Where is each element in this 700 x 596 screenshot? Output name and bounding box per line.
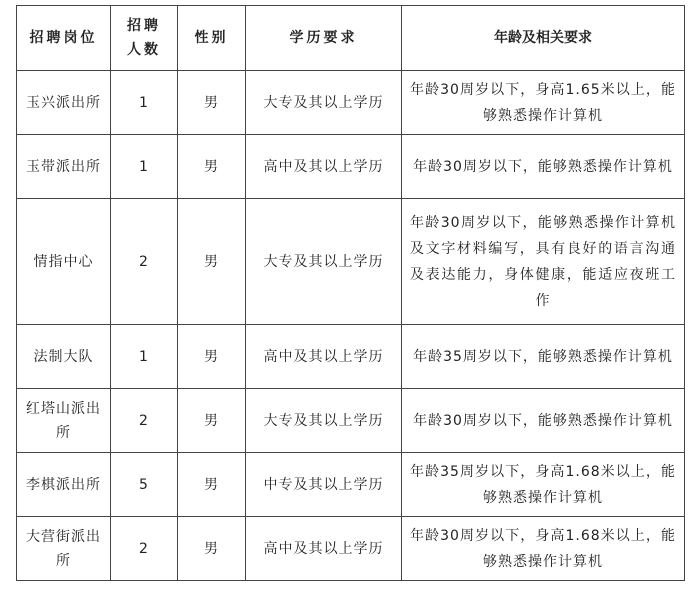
education-cell: 中专及其以上学历 [246, 453, 402, 517]
requirements-cell: 年龄30周岁以下，能够熟悉操作计算机 [402, 389, 685, 453]
position-cell: 李棋派出所 [17, 453, 111, 517]
gender-cell: 男 [178, 517, 246, 581]
education-cell: 高中及其以上学历 [246, 135, 402, 199]
education-cell: 大专及其以上学历 [246, 199, 402, 325]
header-row [17, 6, 685, 71]
gender-cell: 男 [178, 453, 246, 517]
count-cell: 1 [111, 135, 178, 199]
table-row [17, 325, 685, 389]
table-row [17, 71, 685, 135]
table-row [17, 199, 685, 325]
requirements-cell: 年龄30周岁以下，能够熟悉操作计算机及文字材料编写，具有良好的语言沟通及表达能力，身体健康，能适应夜班工作 [402, 199, 685, 325]
position-cell: 红塔山派出所 [17, 389, 111, 453]
requirements-cell: 年龄35周岁以下，身高1.68米以上，能够熟悉操作计算机 [402, 453, 685, 517]
gender-cell: 男 [178, 199, 246, 325]
count-cell: 2 [111, 517, 178, 581]
table-row [17, 389, 685, 453]
position-cell: 情指中心 [17, 199, 111, 325]
header-position: 招聘岗位 [17, 6, 111, 71]
gender-cell: 男 [178, 389, 246, 453]
position-cell: 法制大队 [17, 325, 111, 389]
education-cell: 高中及其以上学历 [246, 325, 402, 389]
table-row [17, 453, 685, 517]
count-cell: 1 [111, 325, 178, 389]
recruitment-table-container [16, 5, 685, 581]
education-cell: 大专及其以上学历 [246, 389, 402, 453]
header-gender: 性别 [178, 6, 246, 71]
count-cell: 1 [111, 71, 178, 135]
header-count [111, 6, 178, 71]
education-cell: 大专及其以上学历 [246, 71, 402, 135]
header-count-text: 招聘人数 [127, 18, 161, 58]
header-requirements: 年龄及相关要求 [402, 6, 685, 71]
count-cell: 2 [111, 199, 178, 325]
gender-cell: 男 [178, 325, 246, 389]
position-cell: 玉兴派出所 [17, 71, 111, 135]
position-cell: 玉带派出所 [17, 135, 111, 199]
count-cell: 5 [111, 453, 178, 517]
gender-cell: 男 [178, 135, 246, 199]
requirements-cell: 年龄35周岁以下，能够熟悉操作计算机 [402, 325, 685, 389]
requirements-cell: 年龄30周岁以下，身高1.65米以上，能够熟悉操作计算机 [402, 71, 685, 135]
requirements-cell: 年龄30周岁以下，能够熟悉操作计算机 [402, 135, 685, 199]
recruitment-table [16, 5, 685, 581]
requirements-cell: 年龄30周岁以下，身高1.68米以上，能够熟悉操作计算机 [402, 517, 685, 581]
count-cell: 2 [111, 389, 178, 453]
gender-cell: 男 [178, 71, 246, 135]
position-cell: 大营街派出所 [17, 517, 111, 581]
table-row [17, 517, 685, 581]
table-row [17, 135, 685, 199]
header-education: 学历要求 [246, 6, 402, 71]
education-cell: 高中及其以上学历 [246, 517, 402, 581]
